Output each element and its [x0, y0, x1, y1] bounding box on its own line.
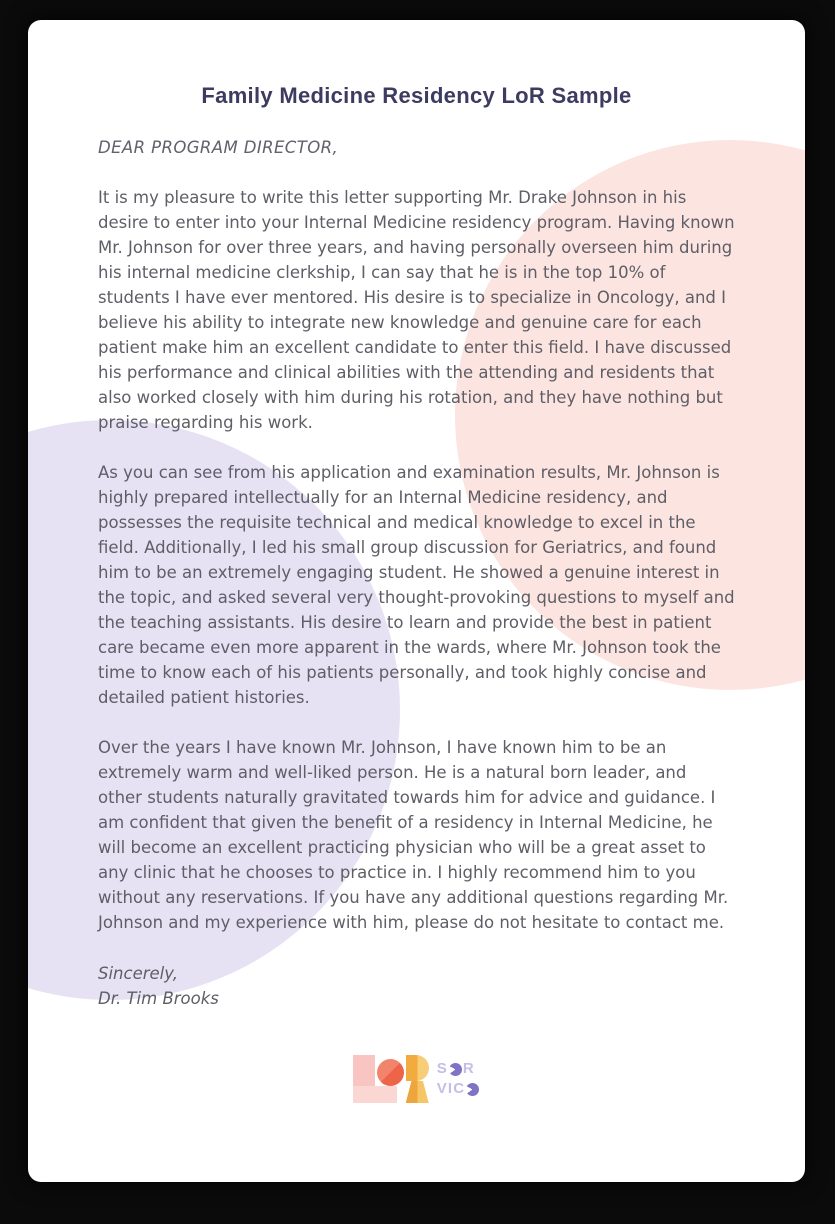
logo-letter-r-lobe-icon — [406, 1055, 429, 1081]
paragraph-2: As you can see from his application and examination results, Mr. Johnson is highly prepared intellectually for an Internal Medicine residency, and possesses the requisite technical and medical knowledge to excel in the field. Additionally, I led his small group discussion for Geriatrics, and found him to be an extremely engaging student. He showed a genuine interest in the topic, and asked several very thought-provoking questions to myself and the teaching assistants. His desire to learn and provide the best in patient care became even more apparent in the wards, where Mr. Johnson took the time to know each of his patients personally, and took highly concise and detailed patient histories. — [98, 463, 735, 707]
wordmark-letter-e-icon — [449, 1063, 462, 1076]
wordmark-letter-e-icon — [466, 1083, 479, 1096]
letter-content — [28, 82, 805, 1103]
letter-page — [28, 20, 805, 1182]
lor-service-logo — [98, 1055, 735, 1103]
logo-letter-o-icon — [377, 1059, 404, 1086]
lor-logo-mark-icon — [353, 1055, 429, 1103]
logo-wordmark-line-vice — [437, 1079, 481, 1099]
wordmark-letter-s: S — [436, 1060, 448, 1077]
logo-wordmark-line-ser — [437, 1059, 481, 1079]
wordmark-letter-r: R — [462, 1060, 475, 1077]
valediction: Sincerely, — [98, 964, 178, 983]
logo-letter-r-leg-icon — [406, 1081, 429, 1103]
logo-letter-l-base-icon — [353, 1086, 397, 1103]
salutation: DEAR PROGRAM DIRECTOR, — [98, 138, 339, 157]
wordmark-letters-vic: VIC — [436, 1080, 466, 1097]
paragraph-3: Over the years I have known Mr. Johnson, I have known him to be an extremely warm and well-liked person. He is a natural born leader, and other students naturally gravitated towards him for advice and guidance. I am confident that given the benefit of a residency in Internal Medicine, he will become an excellent practicing physician who will be a great asset to any clinic that he chooses to practice in. I highly recommend him to you without any reservations. If you have any additional questions regarding Mr. Johnson and my experience with him, please do not hesitate to contact me. — [98, 738, 729, 932]
signature: Dr. Tim Brooks — [98, 989, 219, 1008]
logo-wordmark — [437, 1059, 481, 1099]
paragraph-1: It is my pleasure to write this letter supporting Mr. Drake Johnson in his desire to enter into your Internal Medicine residency program. Having known Mr. Johnson for over three years, and having personally overseen him during his internal medicine clerkship, I can say that he is in the top 10% of students I have ever mentored. His desire is to specialize in Oncology, and I believe his ability to integrate new knowledge and genuine care for each patient make him an excellent candidate to enter this field. I have discussed his performance and clinical abilities with the attending and residents that also worked closely with him during his rotation, and they have nothing but praise regarding his work. — [98, 188, 735, 432]
page-title: Family Medicine Residency LoR Sample — [201, 83, 632, 108]
